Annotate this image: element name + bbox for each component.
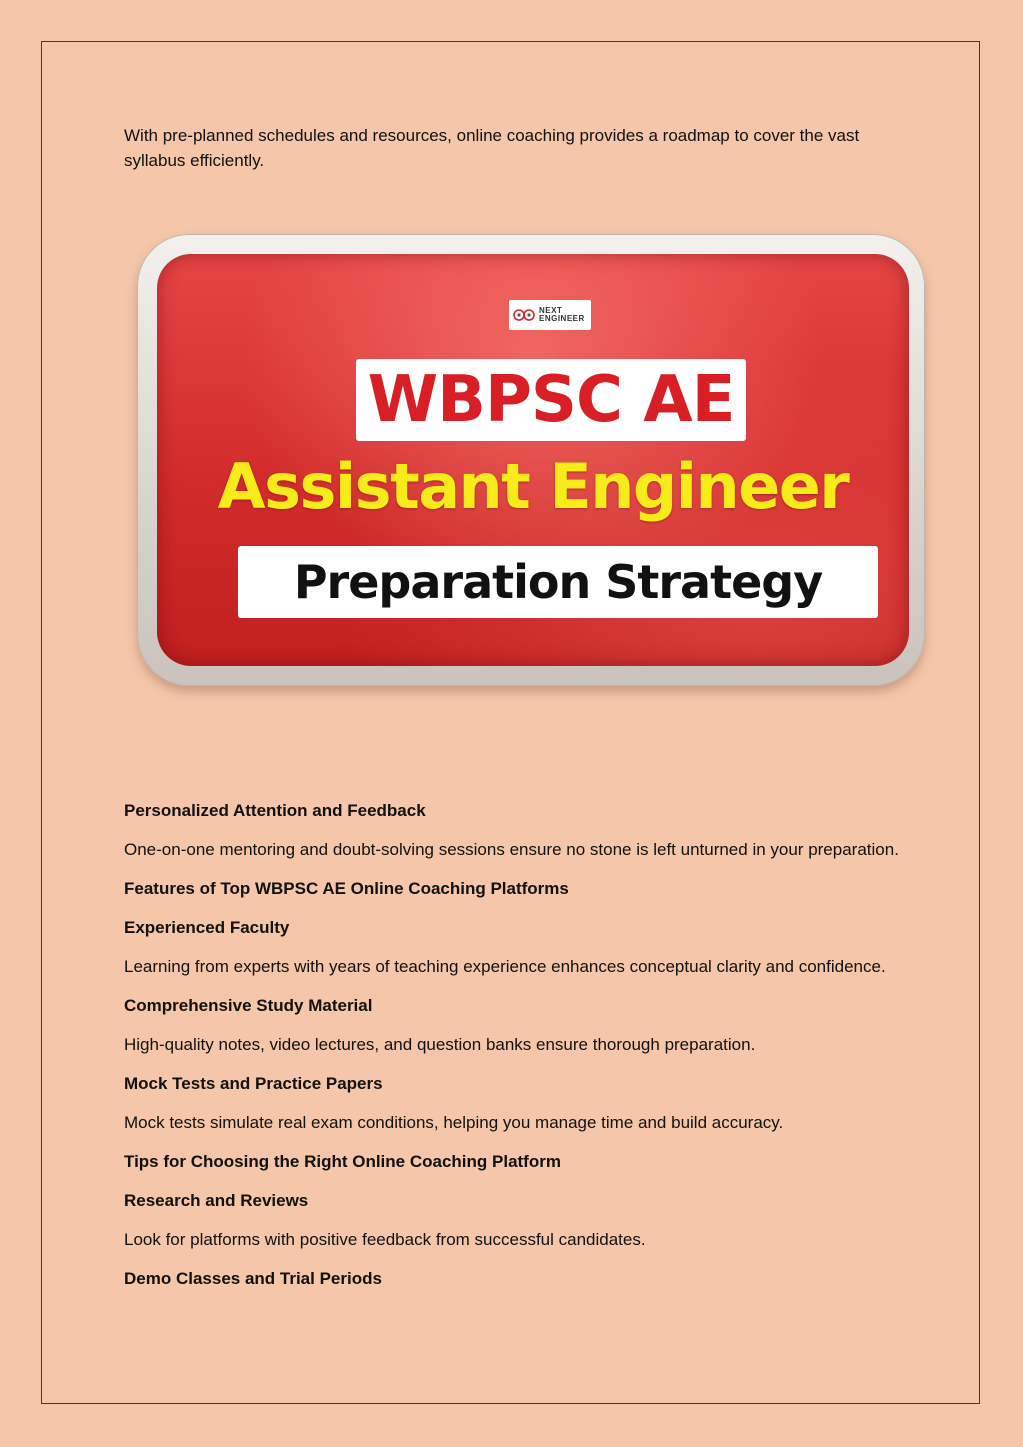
next-engineer-logo <box>509 300 591 330</box>
logo-text-top: NEXT <box>539 306 563 315</box>
banner-strategy-box <box>238 546 878 618</box>
section-heading: Research and Reviews <box>124 1191 309 1210</box>
section-paragraph: One-on-one mentoring and doubt-solving sessions ensure no stone is left unturned in your preparation. <box>124 840 899 859</box>
section-paragraph: Learning from experts with years of teaching experience enhances conceptual clarity and confidence. <box>124 957 886 976</box>
banner-title-box <box>356 359 746 441</box>
section-heading: Personalized Attention and Feedback <box>124 801 426 820</box>
banner-subtitle: Assistant Engineer <box>217 450 849 523</box>
section-heading: Experienced Faculty <box>124 918 290 937</box>
banner-title: WBPSC AE <box>367 363 735 437</box>
logo-text-bottom: ENGINEER <box>539 314 585 323</box>
banner-strategy: Preparation Strategy <box>293 555 823 609</box>
section-heading: Features of Top WBPSC AE Online Coaching Platforms <box>124 879 569 898</box>
section-heading: Tips for Choosing the Right Online Coaching Platform <box>124 1152 561 1171</box>
banner-image <box>137 234 925 686</box>
logo-text <box>539 307 585 323</box>
content-list <box>124 798 914 1291</box>
section-heading: Demo Classes and Trial Periods <box>124 1269 382 1288</box>
section-heading: Mock Tests and Practice Papers <box>124 1074 383 1093</box>
section-paragraph: Mock tests simulate real exam conditions, helping you manage time and build accuracy. <box>124 1113 784 1132</box>
section-heading: Comprehensive Study Material <box>124 996 373 1015</box>
section-paragraph: Look for platforms with positive feedback from successful candidates. <box>124 1230 646 1249</box>
intro-paragraph: With pre-planned schedules and resources, online coaching provides a roadmap to cover the vast syllabus efficiently. <box>124 126 860 170</box>
banner-inner <box>157 254 909 666</box>
section-paragraph: High-quality notes, video lectures, and question banks ensure thorough preparation. <box>124 1035 756 1054</box>
logo-face-icon <box>513 306 535 324</box>
